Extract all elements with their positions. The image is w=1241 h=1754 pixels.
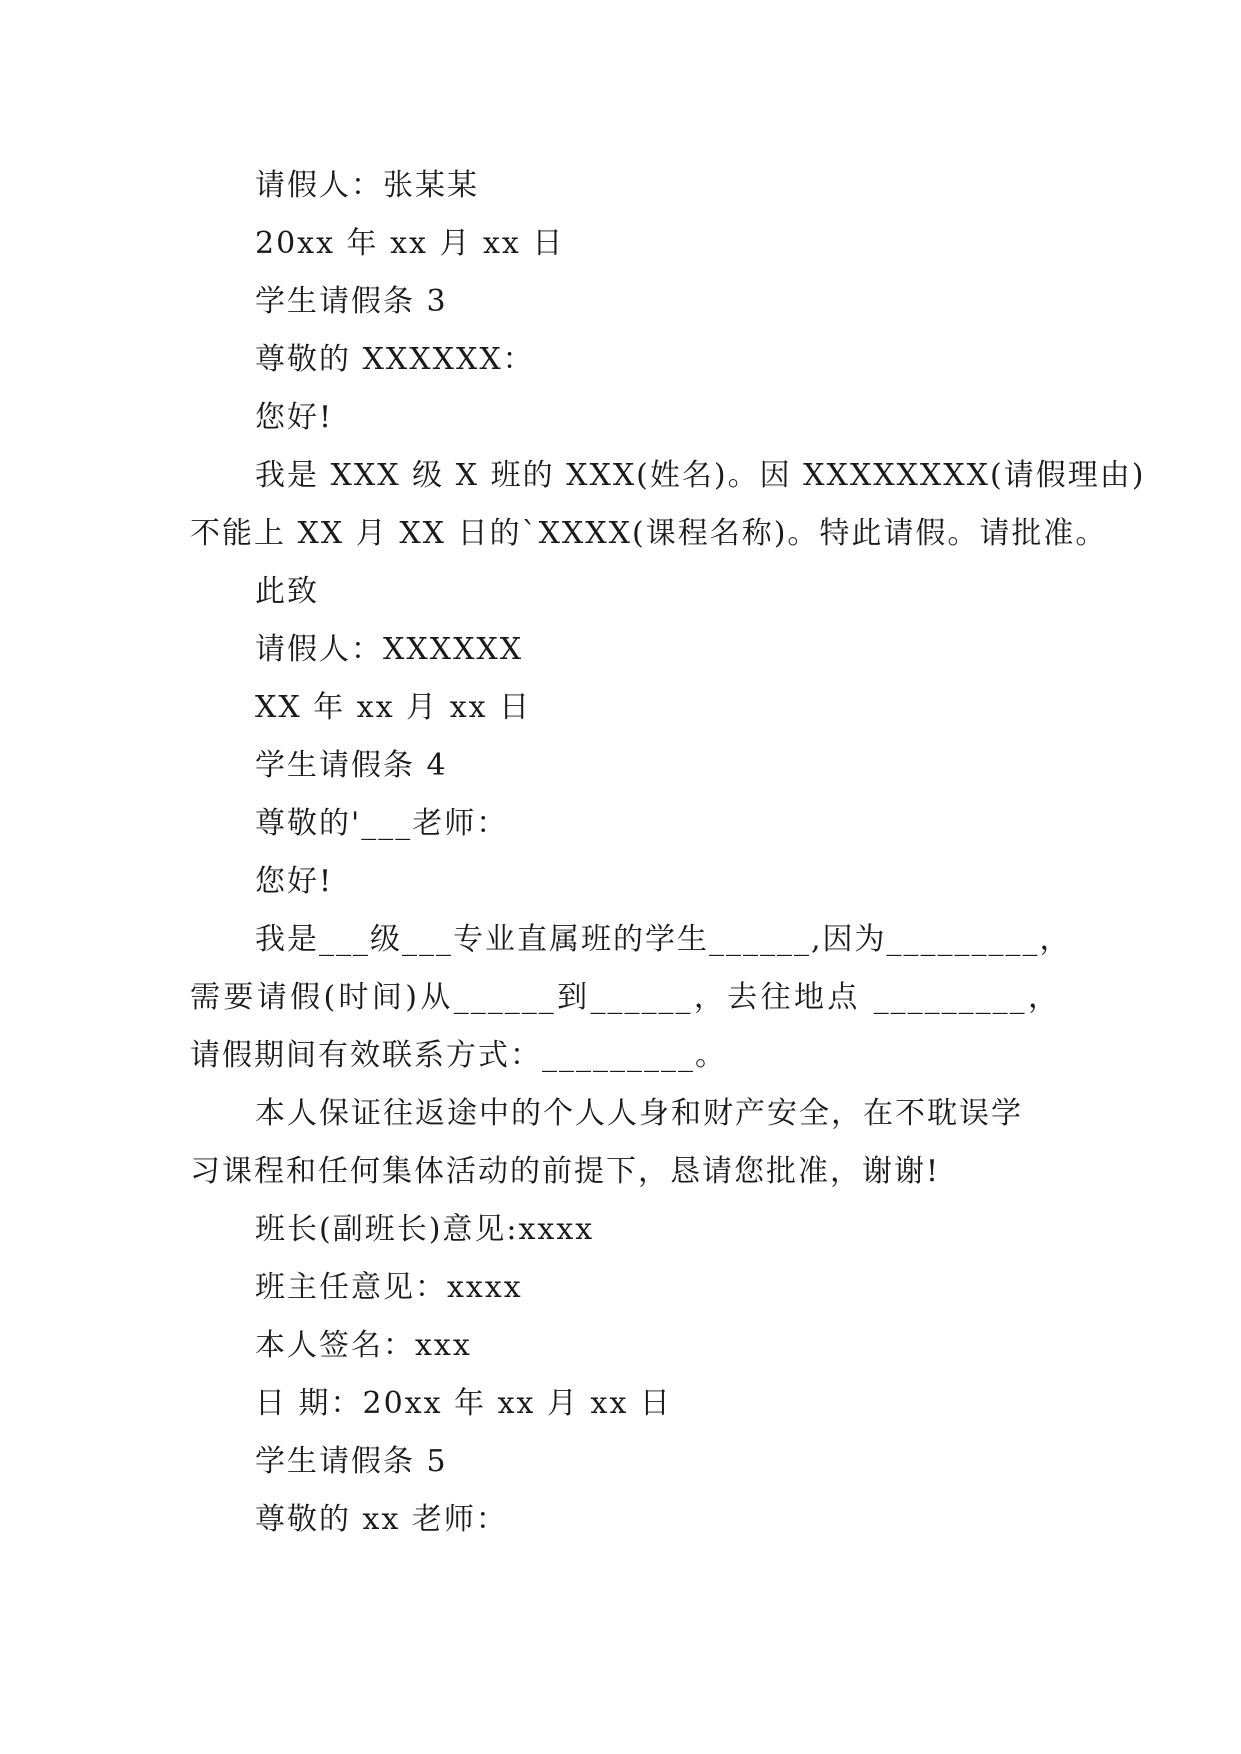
salutation: 尊敬的 xx 老师： [255,1502,508,1537]
date-line: 日 期：20xx 年 xx 月 xx 日 [255,1386,672,1421]
date-line: 20xx 年 xx 月 xx 日 [255,226,565,261]
body-paragraph-line: 需要请假(时间)从______到______，去往地点 _________， [190,980,1060,1015]
salutation: 尊敬的'___老师： [255,806,509,841]
body-paragraph-line: 我是 XXX 级 X 班的 XXX(姓名)。因 XXXXXXXX(请假理由) [255,458,1146,493]
section-heading: 学生请假条 4 [255,748,448,783]
applicant-line: 请假人：张某某 [255,168,479,203]
section-heading: 学生请假条 5 [255,1444,448,1479]
greeting: 您好! [255,400,334,435]
signature-line: 本人签名：xxx [255,1328,472,1363]
section-heading: 学生请假条 3 [255,284,448,319]
date-line: XX 年 xx 月 xx 日 [255,690,532,725]
teacher-opinion: 班主任意见：xxxx [255,1270,523,1305]
body-paragraph-line: 我是___级___专业直属班的学生______,因为_________， [255,922,1072,957]
greeting: 您好! [255,864,334,899]
monitor-opinion: 班长(副班长)意见:xxxx [255,1212,595,1247]
body-paragraph-line: 请假期间有效联系方式：_________。 [190,1038,727,1073]
applicant-line: 请假人：XXXXXX [255,632,524,667]
body-paragraph-line: 本人保证往返途中的个人人身和财产安全，在不耽误学 [255,1096,1023,1131]
body-paragraph-line: 习课程和任何集体活动的前提下，恳请您批准，谢谢! [190,1154,941,1189]
body-paragraph-line: 不能上 XX 月 XX 日的`XXXX(课程名称)。特此请假。请批准。 [190,516,1108,551]
salutation: 尊敬的 XXXXXX： [255,342,535,377]
closing: 此致 [255,574,319,609]
